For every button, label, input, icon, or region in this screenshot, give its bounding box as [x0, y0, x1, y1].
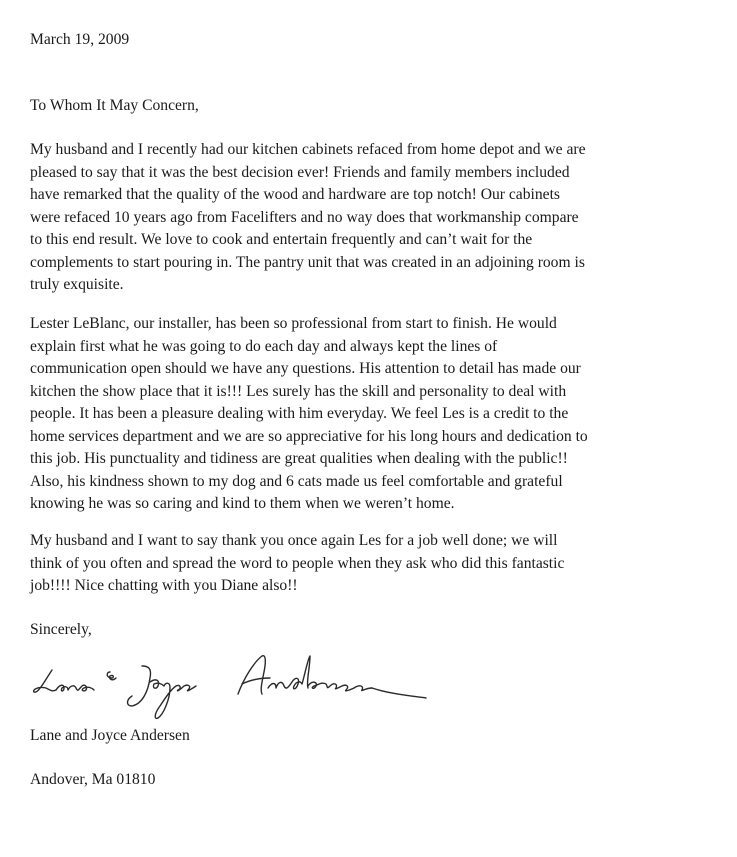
letter-date: March 19, 2009	[30, 31, 130, 48]
body-paragraph-3	[30, 530, 564, 598]
paragraph-line: knowing he was so caring and kind to them when we weren’t home.	[30, 495, 455, 512]
paragraph-line: were refaced 10 years ago from Facelifters and no way does that workmanship compare	[30, 208, 579, 226]
signer-name: Lane and Joyce Andersen	[30, 727, 190, 744]
paragraph-line: this job. His punctuality and tidiness are great qualities when dealing with the public!!	[30, 450, 568, 467]
salutation: To Whom It May Concern,	[30, 97, 199, 114]
paragraph-line: have remarked that the quality of the wood and hardware are top notch! Our cabinets	[30, 186, 560, 203]
paragraph-line: kitchen the show place that it is!!! Les surely has the skill and personality to deal with	[30, 382, 567, 400]
paragraph-line: complements to start pouring in. The pantry unit that was created in an adjoining room is	[30, 253, 585, 271]
signer-location: Andover, Ma 01810	[30, 771, 156, 788]
paragraph-line: truly exquisite.	[30, 276, 124, 293]
paragraph-line: job!!!! Nice chatting with you Diane also!!	[30, 577, 298, 594]
paragraph-line: home services department and we are so appreciative for his long hours and dedication to	[30, 427, 588, 445]
paragraph-line: Lester LeBlanc, our installer, has been so professional from start to finish. He would	[30, 315, 557, 332]
paragraph-line: communication open should we have any questions. His attention to detail has made our	[30, 360, 581, 377]
paragraph-line: Also, his kindness shown to my dog and 6 cats made us feel comfortable and grateful	[30, 472, 563, 490]
handwritten-signature	[30, 648, 430, 730]
body-paragraph-1	[30, 139, 586, 297]
paragraph-line: pleased to say that it was the best decision ever! Friends and family members included	[30, 163, 570, 181]
paragraph-line: people. It has been a pleasure dealing with him everyday. We feel Les is a credit to the	[30, 405, 569, 422]
paragraph-line: explain first what he was going to do each day and always kept the lines of	[30, 337, 498, 355]
paragraph-line: to this end result. We love to cook and entertain frequently and can’t wait for the	[30, 231, 533, 248]
paragraph-line: My husband and I want to say thank you once again Les for a job well done; we will	[30, 532, 558, 549]
paragraph-line: think of you often and spread the word to people when they ask who did this fantastic	[30, 554, 565, 572]
body-paragraph-2	[30, 313, 588, 516]
paragraph-line: My husband and I recently had our kitchen cabinets refaced from home depot and we are	[30, 141, 586, 158]
closing: Sincerely,	[30, 621, 92, 638]
